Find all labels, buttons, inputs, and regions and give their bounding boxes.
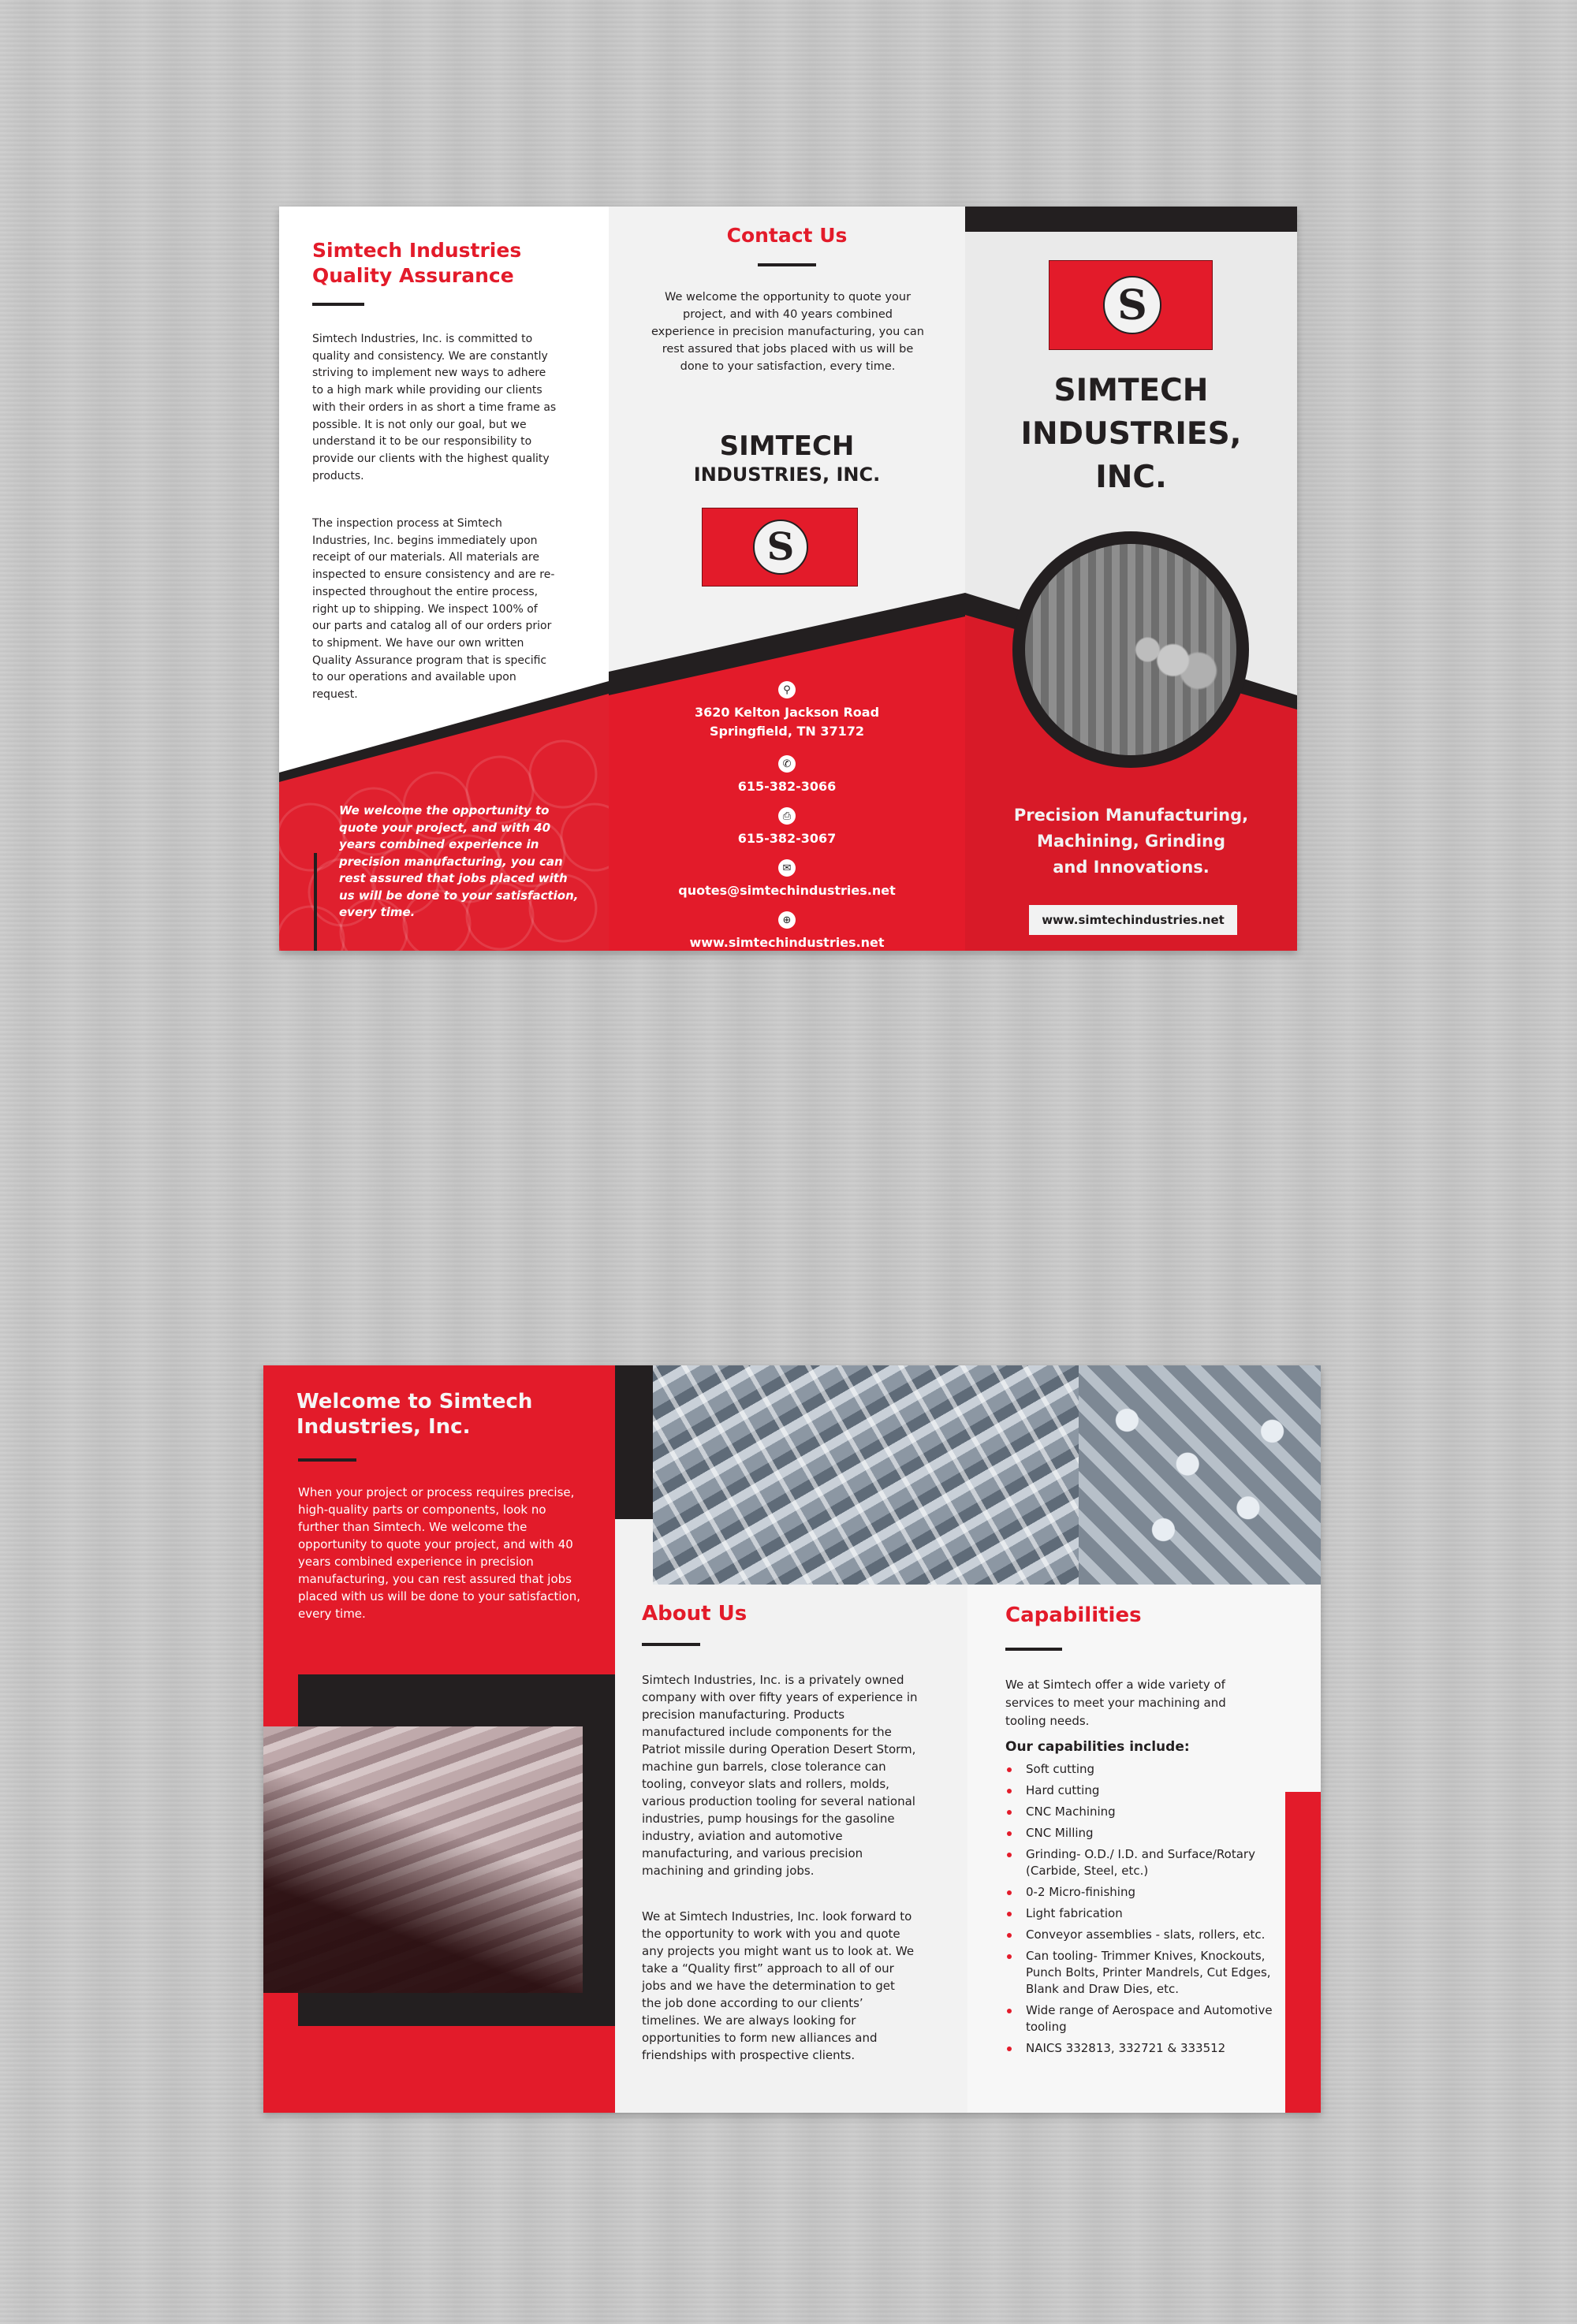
contact-title: Contact Us [726, 224, 848, 247]
welcome-body: When your project or process requires precise, high-quality parts or components, look no further than Simtech. We welcome the opportunity to quote your project, and with 40 years combined experience in precision manufacturing, you can rest assured that jobs placed with us will be done to your satisfaction, every time. [298, 1485, 581, 1621]
company-logo [702, 508, 858, 587]
location-pin-icon: ⚲ [778, 681, 796, 698]
capabilities-list [1005, 1761, 1273, 2061]
title-divider [312, 303, 364, 306]
conveyor-cans-photo [1025, 544, 1236, 755]
contact-info-list [609, 681, 965, 951]
contact-intro: We welcome the opportunity to quote your project, and with 40 years combined experience in precision manufacturing, you can rest assured that jobs placed with us will be done to your satisfaction, every time. [651, 291, 924, 373]
panel-quality-assurance [279, 207, 609, 951]
quality-quote: We welcome the opportunity to quote your project, and with 40 years combined experience in precision manufacturing, you can rest assured that jobs placed with us will be done to your satisfaction, every time. [339, 803, 579, 919]
metal-profiles-photo [653, 1365, 1321, 1585]
fax-number: 615-382-3067 [737, 831, 837, 846]
list-item: Soft cutting [1005, 1761, 1273, 1778]
cover-website-badge[interactable] [1029, 905, 1237, 935]
red-side-strip [1285, 1792, 1321, 2113]
top-black-bar [965, 207, 1297, 232]
contact-fax [609, 807, 965, 848]
panel-capabilities [967, 1585, 1321, 2113]
about-title: About Us [642, 1602, 747, 1626]
list-item: NAICS 332813, 332721 & 333512 [1005, 2040, 1273, 2057]
list-item: 0-2 Micro-finishing [1005, 1884, 1273, 1901]
list-item: Wide range of Aerospace and Automotive tooling [1005, 2002, 1273, 2035]
quality-title: Simtech Industries Quality Assurance [312, 239, 522, 287]
factory-machinery-photo [263, 1726, 583, 1993]
cover-tagline: Precision Manufacturing, Machining, Grinding and Innovations. [1013, 806, 1249, 877]
website-link[interactable]: www.simtechindustries.net [689, 935, 885, 950]
title-divider [642, 1643, 700, 1646]
brochure-outside [279, 207, 1297, 951]
round-bars-region [1079, 1365, 1321, 1585]
about-paragraph-1: Simtech Industries, Inc. is a privately owned company with over fifty years of experience in precision manufacturing. Products manufactured include components for the Patriot missile during Operation Desert Storm, machine gun barrels, close tolerance can tooling, conveyor slats and rollers, molds, various production tooling for several national industries, pump housings for the gasoline industry, aviation and automotive manufacturing, and various precision machining and grinding jobs. [642, 1673, 918, 1878]
email-icon: ✉ [778, 859, 796, 877]
about-paragraph-2: We at Simtech Industries, Inc. look forward to the opportunity to work with you and quote any projects you might want us to look at. We take a “Quality first” approach to all of our jobs and we have the determination to get the job done according to our clients’ timelines. We are always looking for opportunities to form new alliances and friendships with prospective clients. [642, 1909, 915, 2062]
list-item: CNC Milling [1005, 1825, 1273, 1842]
welcome-title: Welcome to Simtech Industries, Inc. [296, 1390, 533, 1439]
capabilities-intro: We at Simtech offer a wide variety of services to meet your machining and tooling needs. [1005, 1678, 1226, 1728]
list-item: Grinding- O.D./ I.D. and Surface/Rotary (Carbide, Steel, etc.) [1005, 1846, 1273, 1879]
list-item: Can tooling- Trimmer Knives, Knockouts, Punch Bolts, Printer Mandrels, Cut Edges, Blank and Draw Dies, etc. [1005, 1948, 1273, 1998]
phone-number[interactable]: 615-382-3066 [737, 779, 837, 794]
title-divider [1005, 1648, 1062, 1651]
list-item: CNC Machining [1005, 1804, 1273, 1820]
contact-address: ⚲ 3620 Kelton Jackson Road Springfield, TN 37172 [609, 681, 965, 741]
capabilities-title: Capabilities [1005, 1603, 1142, 1627]
quote-bar [314, 853, 317, 951]
title-divider [758, 263, 816, 266]
contact-website [609, 911, 965, 951]
company-logo [1049, 260, 1213, 350]
cover-photo-circle [1012, 531, 1249, 768]
quality-paragraph-1: Simtech Industries, Inc. is committed to quality and consistency. We are constantly striving to implement new ways to adhere to a high mark while providing our clients with their orders in as short a time frame as possible. It is not only our goal, but we understand it to be our responsibility to provide our clients with the highest quality products. [312, 333, 557, 482]
globe-icon: ⊕ [778, 911, 796, 929]
fax-icon: ⎙ [778, 807, 796, 825]
capabilities-list-heading: Our capabilities include: [1005, 1739, 1190, 1755]
panel-contact-us [609, 207, 965, 951]
panel-welcome [263, 1365, 615, 2113]
phone-icon: ✆ [778, 755, 796, 773]
cover-website-link[interactable]: www.simtechindustries.net [1042, 913, 1225, 927]
contact-email [609, 859, 965, 900]
logo-s-emblem: S [1103, 276, 1161, 334]
email-link[interactable]: quotes@simtechindustries.net [678, 883, 896, 898]
logo-s-emblem: S [753, 520, 808, 575]
panel-cover [965, 207, 1297, 951]
brochure-inside [263, 1365, 1321, 2113]
list-item: Hard cutting [1005, 1782, 1273, 1799]
list-item: Conveyor assemblies - slats, rollers, etc. [1005, 1927, 1273, 1943]
title-divider [298, 1458, 356, 1462]
company-name: SIMTECH INDUSTRIES, INC. [693, 430, 881, 486]
cover-company-name: SIMTECH INDUSTRIES, INC. [1020, 373, 1242, 495]
list-item: Light fabrication [1005, 1905, 1273, 1922]
contact-phone [609, 755, 965, 796]
quality-paragraph-2: The inspection process at Simtech Industries, Inc. begins immediately upon receipt of our materials. All materials are inspected to ensure consistency and are re-inspected throughout the entire process, right up to shipping. We inspect 100% of our parts and catalog all of our orders prior to shipment. We have our own written Quality Assurance program that is specific to our operations and available upon request. [312, 517, 555, 702]
